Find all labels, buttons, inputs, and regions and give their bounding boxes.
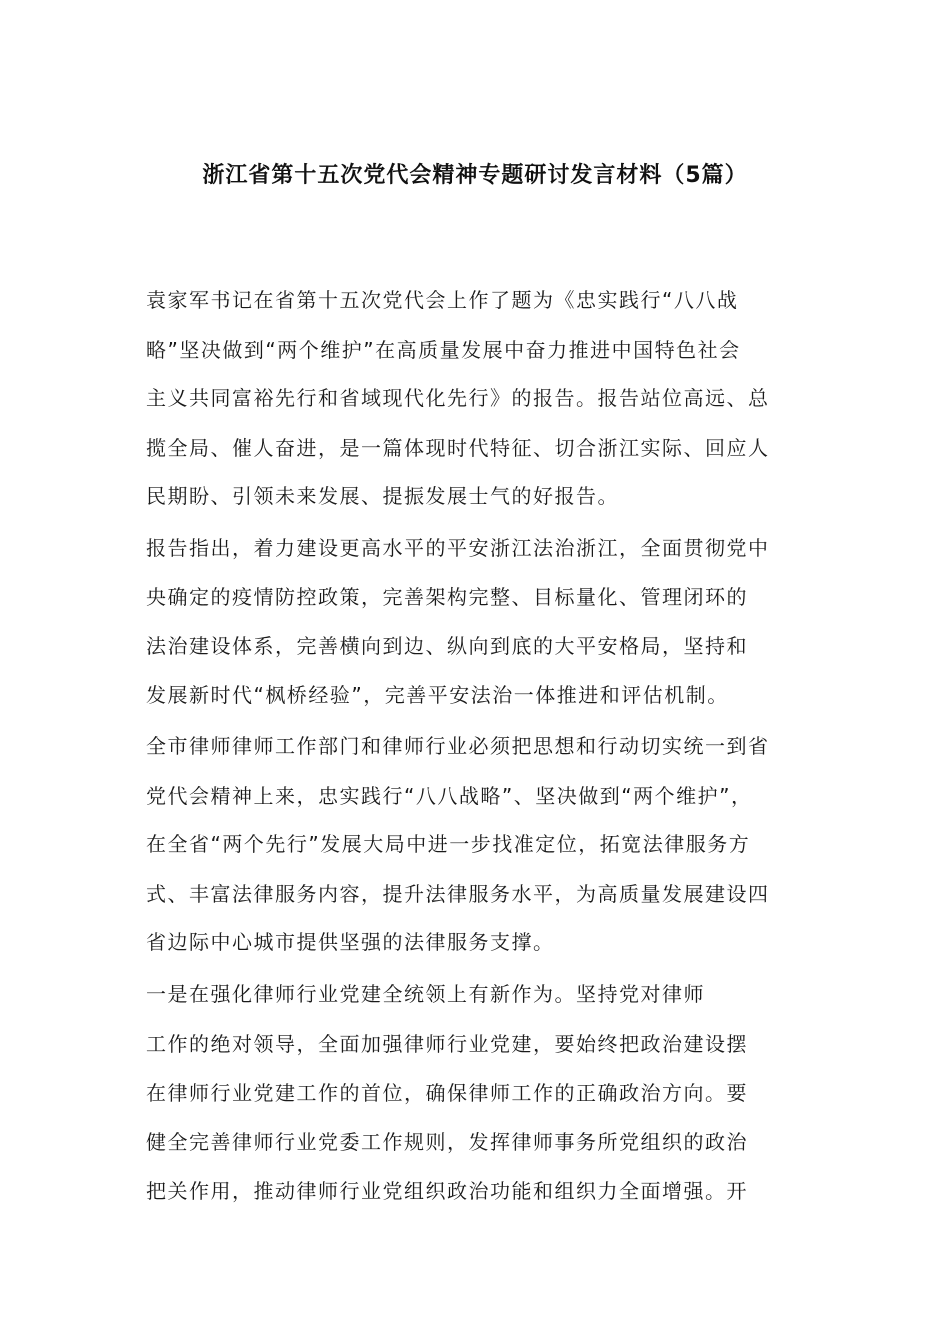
paragraph-3-line-1: 全市律师律师工作部门和律师行业必须把思想和行动切实统一到省 bbox=[146, 734, 770, 758]
document-title: 浙江省第十五次党代会精神专题研讨发言材料（5篇） bbox=[202, 163, 748, 188]
paragraph-3-line-2: 党代会精神上来，忠实践行“八八战略”、坚决做到“两个维护”， bbox=[146, 784, 753, 808]
paragraph-3-line-5: 省边际中心城市提供坚强的法律服务支撑。 bbox=[146, 930, 555, 954]
paragraph-4-line-4: 健全完善律师行业党委工作规则，发挥律师事务所党组织的政治 bbox=[146, 1130, 748, 1154]
paragraph-2-line-2: 央确定的疫情防控政策，完善架构完整、目标量化、管理闭环的 bbox=[146, 585, 748, 609]
paragraph-1-line-3: 主义共同富裕先行和省域现代化先行》的报告。报告站位高远、总 bbox=[146, 386, 770, 410]
paragraph-4-line-3: 在律师行业党建工作的首位，确保律师工作的正确政治方向。要 bbox=[146, 1081, 748, 1105]
paragraph-3-line-4: 式、丰富法律服务内容，提升法律服务水平，为高质量发展建设四 bbox=[146, 882, 770, 906]
paragraph-4-line-5: 把关作用，推动律师行业党组织政治功能和组织力全面增强。开 bbox=[146, 1179, 748, 1203]
paragraph-1-line-5: 民期盼、引领未来发展、提振发展士气的好报告。 bbox=[146, 484, 619, 508]
paragraph-4-line-1: 一是在强化律师行业党建全统领上有新作为。坚持党对律师 bbox=[146, 982, 705, 1006]
paragraph-1-line-2: 略”坚决做到“两个维护”在高质量发展中奋力推进中国特色社会 bbox=[146, 338, 741, 362]
paragraph-2-line-3: 法治建设体系，完善横向到边、纵向到底的大平安格局，坚持和 bbox=[146, 634, 748, 658]
paragraph-3-line-3: 在全省“两个先行”发展大局中进一步找准定位，拓宽法律服务方 bbox=[146, 832, 751, 856]
paragraph-1-line-1: 袁家军书记在省第十五次党代会上作了题为《忠实践行“八八战 bbox=[146, 288, 739, 312]
paragraph-2-line-4: 发展新时代“枫桥经验”，完善平安法治一体推进和评估机制。 bbox=[146, 683, 729, 707]
paragraph-1-line-4: 揽全局、催人奋进，是一篇体现时代特征、切合浙江实际、回应人 bbox=[146, 436, 770, 460]
paragraph-2-line-1: 报告指出，着力建设更高水平的平安浙江法治浙江，全面贯彻党中 bbox=[146, 536, 770, 560]
paragraph-4-line-2: 工作的绝对领导，全面加强律师行业党建，要始终把政治建设摆 bbox=[146, 1032, 748, 1056]
